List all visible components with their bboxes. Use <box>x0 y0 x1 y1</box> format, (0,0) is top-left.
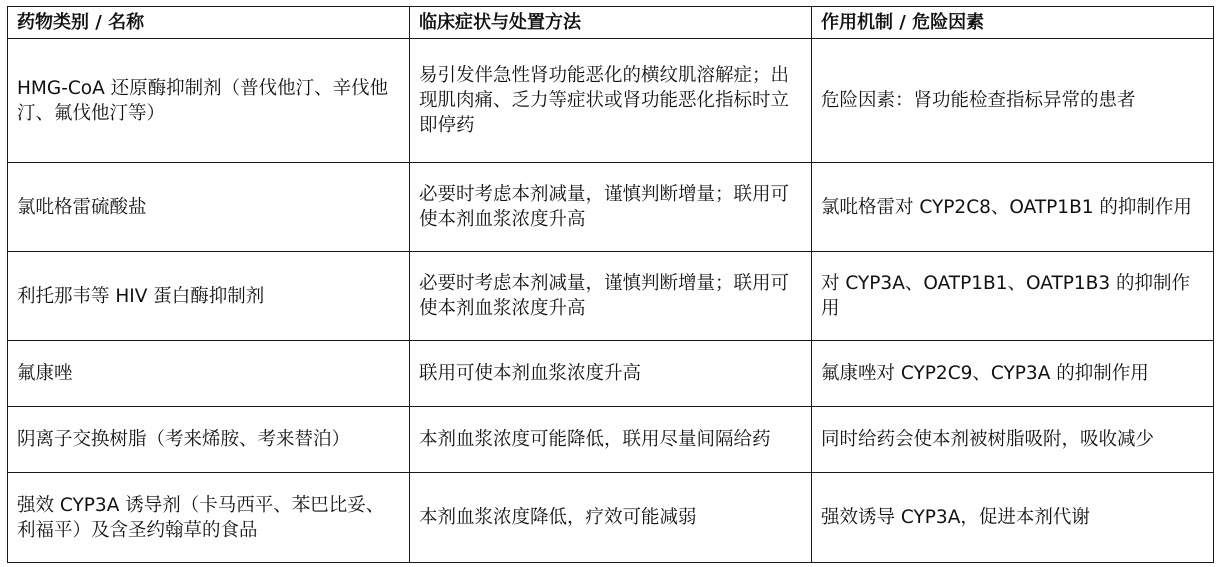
header-mechanism: 作用机制 / 危险因素 <box>812 7 1214 39</box>
drug-interaction-table <box>7 6 1214 563</box>
table-row <box>8 407 1214 473</box>
drug-cell: 阴离子交换树脂（考来烯胺、考来替泊） <box>8 407 410 473</box>
table-row <box>8 252 1214 341</box>
mechanism-cell: 强效诱导 CYP3A，促进本剂代谢 <box>812 473 1214 563</box>
symptom-cell: 必要时考虑本剂减量，谨慎判断增量；联用可使本剂血浆浓度升高 <box>410 163 812 252</box>
header-clinical-symptoms: 临床症状与处置方法 <box>410 7 812 39</box>
mechanism-cell: 氯吡格雷对 CYP2C8、OATP1B1 的抑制作用 <box>812 163 1214 252</box>
mechanism-cell: 危险因素：肾功能检查指标异常的患者 <box>812 39 1214 163</box>
mechanism-cell: 氟康唑对 CYP2C9、CYP3A 的抑制作用 <box>812 341 1214 407</box>
mechanism-cell: 同时给药会使本剂被树脂吸附，吸收减少 <box>812 407 1214 473</box>
table-row <box>8 163 1214 252</box>
drug-cell: 氯吡格雷硫酸盐 <box>8 163 410 252</box>
symptom-cell: 联用可使本剂血浆浓度升高 <box>410 341 812 407</box>
table-row <box>8 39 1214 163</box>
table-row <box>8 473 1214 563</box>
symptom-cell: 本剂血浆浓度降低，疗效可能减弱 <box>410 473 812 563</box>
symptom-cell: 必要时考虑本剂减量，谨慎判断增量；联用可使本剂血浆浓度升高 <box>410 252 812 341</box>
symptom-cell: 本剂血浆浓度可能降低，联用尽量间隔给药 <box>410 407 812 473</box>
drug-cell: 氟康唑 <box>8 341 410 407</box>
drug-cell: 强效 CYP3A 诱导剂（卡马西平、苯巴比妥、利福平）及含圣约翰草的食品 <box>8 473 410 563</box>
drug-cell: 利托那韦等 HIV 蛋白酶抑制剂 <box>8 252 410 341</box>
header-drug-category: 药物类别 / 名称 <box>8 7 410 39</box>
mechanism-cell: 对 CYP3A、OATP1B1、OATP1B3 的抑制作用 <box>812 252 1214 341</box>
drug-cell: HMG-CoA 还原酶抑制剂（普伐他汀、辛伐他汀、氟伐他汀等） <box>8 39 410 163</box>
table-header-row <box>8 7 1214 39</box>
symptom-cell: 易引发伴急性肾功能恶化的横纹肌溶解症；出现肌肉痛、乏力等症状或肾功能恶化指标时立即停药 <box>410 39 812 163</box>
table-row <box>8 341 1214 407</box>
